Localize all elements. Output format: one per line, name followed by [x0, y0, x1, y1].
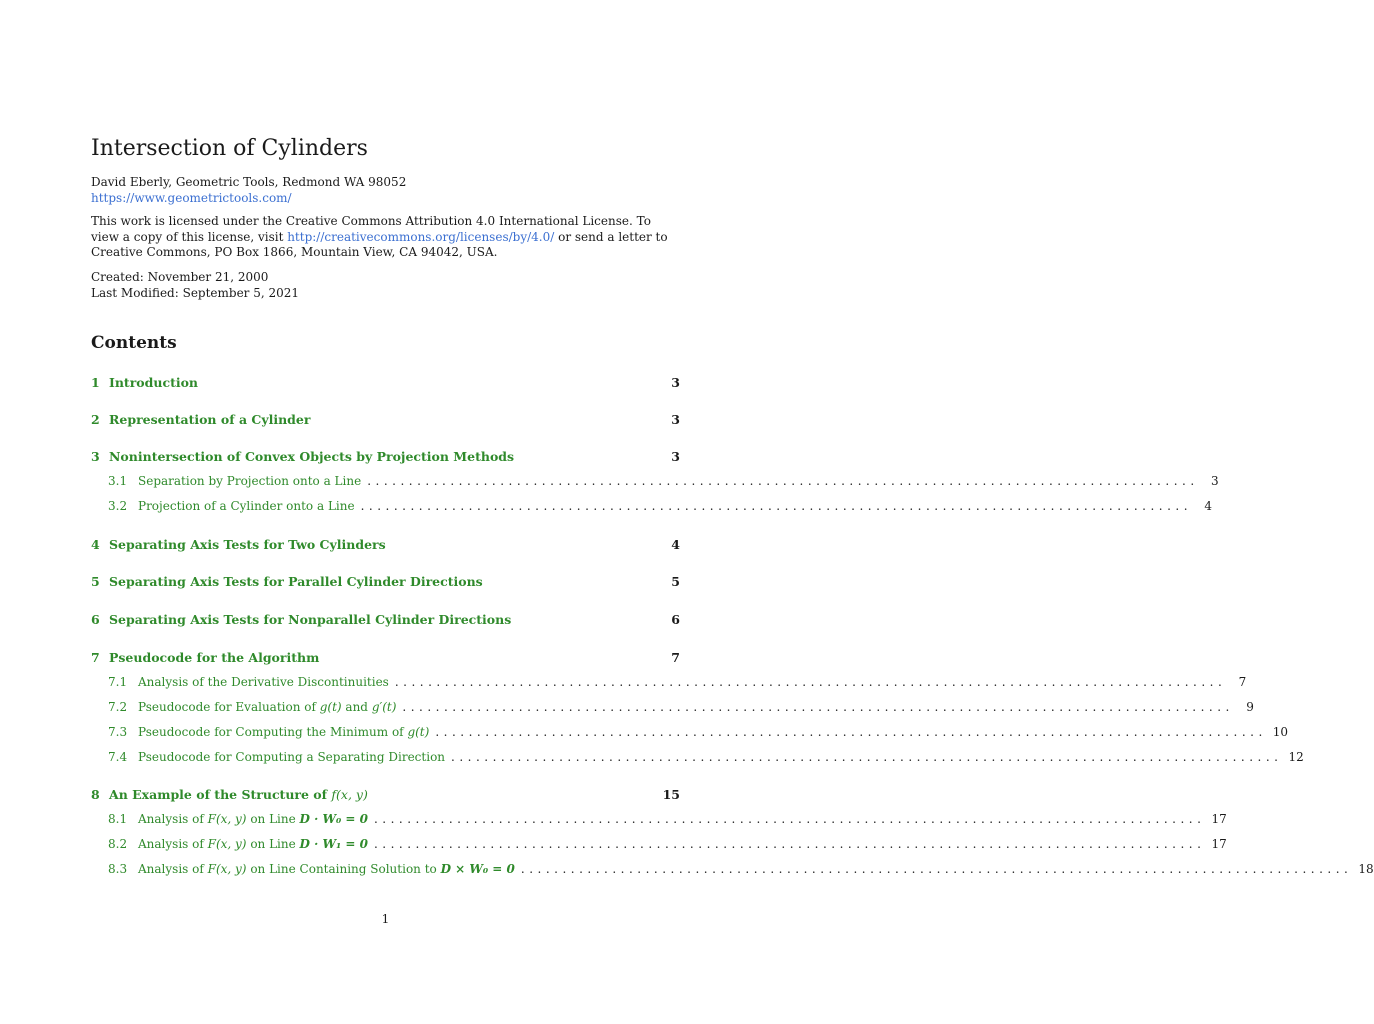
toc-page: 7 — [671, 650, 680, 665]
license-block — [91, 214, 680, 261]
toc-entry-3-2[interactable] — [108, 499, 1213, 517]
dates-block — [91, 270, 680, 301]
math-F-xy: F(x, y) — [207, 812, 247, 826]
toc-number: 8.1 — [108, 812, 128, 826]
toc-page: 6 — [671, 612, 680, 627]
toc-title: Pseudocode for Computing the Minimum of g(t) — [138, 725, 430, 739]
toc-page: 3 — [671, 375, 680, 390]
toc-title: Analysis of F(x, y) on Line Containing Solution to D × W₀ = 0 — [138, 862, 515, 876]
toc-title: Pseudocode for the Algorithm — [109, 650, 320, 665]
toc-number: 1 — [91, 375, 100, 390]
last-modified-date: Last Modified: September 5, 2021 — [91, 285, 300, 300]
toc-entry-6[interactable] — [91, 612, 680, 630]
toc-number: 7.1 — [108, 675, 128, 689]
toc-entry-7-4[interactable] — [108, 750, 1304, 768]
toc-entry-4[interactable] — [91, 537, 680, 555]
toc-page: 3 — [671, 449, 680, 464]
math-D-dot-W1: D · W₁ = 0 — [299, 837, 368, 851]
toc-page: 7 — [1238, 675, 1247, 689]
toc-page: 17 — [1211, 812, 1227, 826]
toc-page: 3 — [1211, 474, 1219, 488]
toc-entry-5[interactable] — [91, 574, 680, 592]
toc-number: 2 — [91, 412, 100, 427]
toc-number: 5 — [91, 574, 100, 589]
author-line: David Eberly, Geometric Tools, Redmond WA 98052 — [91, 175, 407, 189]
toc-page: 12 — [1288, 750, 1304, 764]
toc-title: Pseudocode for Evaluation of g(t) and g′(t) — [138, 700, 397, 714]
toc-page: 18 — [1358, 862, 1374, 876]
toc-leader-dots: .................................................................................................... — [373, 812, 1206, 826]
toc-entry-7-3[interactable] — [108, 725, 1289, 743]
toc-page: 9 — [1246, 700, 1254, 714]
license-text-1: This work is licensed under the Creative Commons Attribution 4.0 International License. To view a copy of this license, visit — [91, 214, 651, 244]
toc-number: 3.1 — [108, 474, 128, 488]
toc-title: Analysis of F(x, y) on Line D · W₁ = 0 — [138, 837, 368, 851]
math-D-cross-W0: D × W₀ = 0 — [440, 862, 515, 876]
toc-title: Nonintersection of Convex Objects by Projection Methods — [109, 449, 515, 464]
toc-leader-dots: .................................................................................................... — [360, 499, 1193, 513]
toc-number: 6 — [91, 612, 100, 627]
toc-number: 7.3 — [108, 725, 128, 739]
toc-entry-8-2[interactable] — [108, 837, 1227, 855]
toc-leader-dots: .................................................................................................... — [394, 675, 1227, 689]
math-D-dot-W0: D · W₀ = 0 — [299, 812, 368, 826]
toc-title: Separating Axis Tests for Nonparallel Cylinder Directions — [109, 612, 512, 627]
math-F-xy: F(x, y) — [207, 837, 247, 851]
toc-page: 5 — [671, 574, 680, 589]
math-g-prime-t: g′(t) — [371, 700, 397, 714]
toc-entry-3-1[interactable] — [108, 474, 1219, 492]
toc-leader-dots: .................................................................................................... — [435, 725, 1267, 739]
toc-title: Separation by Projection onto a Line — [138, 474, 362, 488]
math-f-xy: f(x, y) — [331, 787, 368, 802]
toc-entry-1[interactable] — [91, 375, 680, 393]
toc-title: Analysis of the Derivative Discontinuities — [138, 675, 389, 689]
toc-number: 4 — [91, 537, 100, 552]
toc-number: 3.2 — [108, 499, 128, 513]
toc-entry-8-3[interactable] — [108, 862, 1374, 880]
toc-number: 7.2 — [108, 700, 128, 714]
toc-page: 4 — [671, 537, 680, 552]
toc-title: Pseudocode for Computing a Separating Direction — [138, 750, 446, 764]
toc-number: 8.2 — [108, 837, 128, 851]
toc-title: Projection of a Cylinder onto a Line — [138, 499, 355, 513]
created-date: Created: November 21, 2000 — [91, 270, 269, 284]
toc-number: 7.4 — [108, 750, 128, 764]
toc-leader-dots: .................................................................................................... — [367, 474, 1199, 488]
toc-page: 17 — [1211, 837, 1227, 851]
toc-leader-dots: .................................................................................................... — [451, 750, 1283, 764]
math-F-xy: F(x, y) — [207, 862, 247, 876]
toc-entry-7-2[interactable] — [108, 700, 1254, 718]
toc-title: Representation of a Cylinder — [109, 412, 311, 427]
math-g-t: g(t) — [407, 725, 430, 739]
author-url-link[interactable]: https://www.geometrictools.com/ — [91, 190, 292, 205]
toc-entry-8[interactable] — [91, 787, 680, 805]
page-number: 1 — [381, 912, 390, 926]
toc-page: 10 — [1272, 725, 1289, 739]
toc-page: 3 — [671, 412, 680, 427]
toc-title: An Example of the Structure of f(x, y) — [109, 787, 368, 802]
toc-title: Separating Axis Tests for Parallel Cylinder Directions — [109, 574, 483, 589]
toc-entry-7-1[interactable] — [108, 675, 1247, 693]
toc-entry-3[interactable] — [91, 449, 680, 467]
license-text-2: or send a letter to Creative Commons, PO Box 1866, Mountain View, CA 94042, USA. — [91, 229, 668, 259]
toc-page: 15 — [662, 787, 680, 802]
toc-leader-dots: .................................................................................................... — [520, 862, 1353, 876]
toc-title: Introduction — [109, 375, 199, 390]
toc-leader-dots: .................................................................................................... — [373, 837, 1206, 851]
toc-entry-8-1[interactable] — [108, 812, 1227, 830]
document-title: Intersection of Cylinders — [91, 136, 368, 161]
author-block — [91, 175, 680, 206]
toc-number: 8 — [91, 787, 100, 802]
license-url-link[interactable]: http://creativecommons.org/licenses/by/4.0/ — [287, 229, 555, 244]
math-g-t: g(t) — [319, 700, 342, 714]
toc-entry-2[interactable] — [91, 412, 680, 430]
toc-page: 4 — [1204, 499, 1213, 513]
contents-heading: Contents — [91, 333, 177, 353]
toc-title: Analysis of F(x, y) on Line D · W₀ = 0 — [138, 812, 368, 826]
toc-leader-dots: .................................................................................................... — [402, 700, 1234, 714]
toc-entry-7[interactable] — [91, 650, 680, 668]
toc-number: 8.3 — [108, 862, 128, 876]
toc-title: Separating Axis Tests for Two Cylinders — [109, 537, 386, 552]
toc-number: 3 — [91, 449, 100, 464]
toc-number: 7 — [91, 650, 100, 665]
